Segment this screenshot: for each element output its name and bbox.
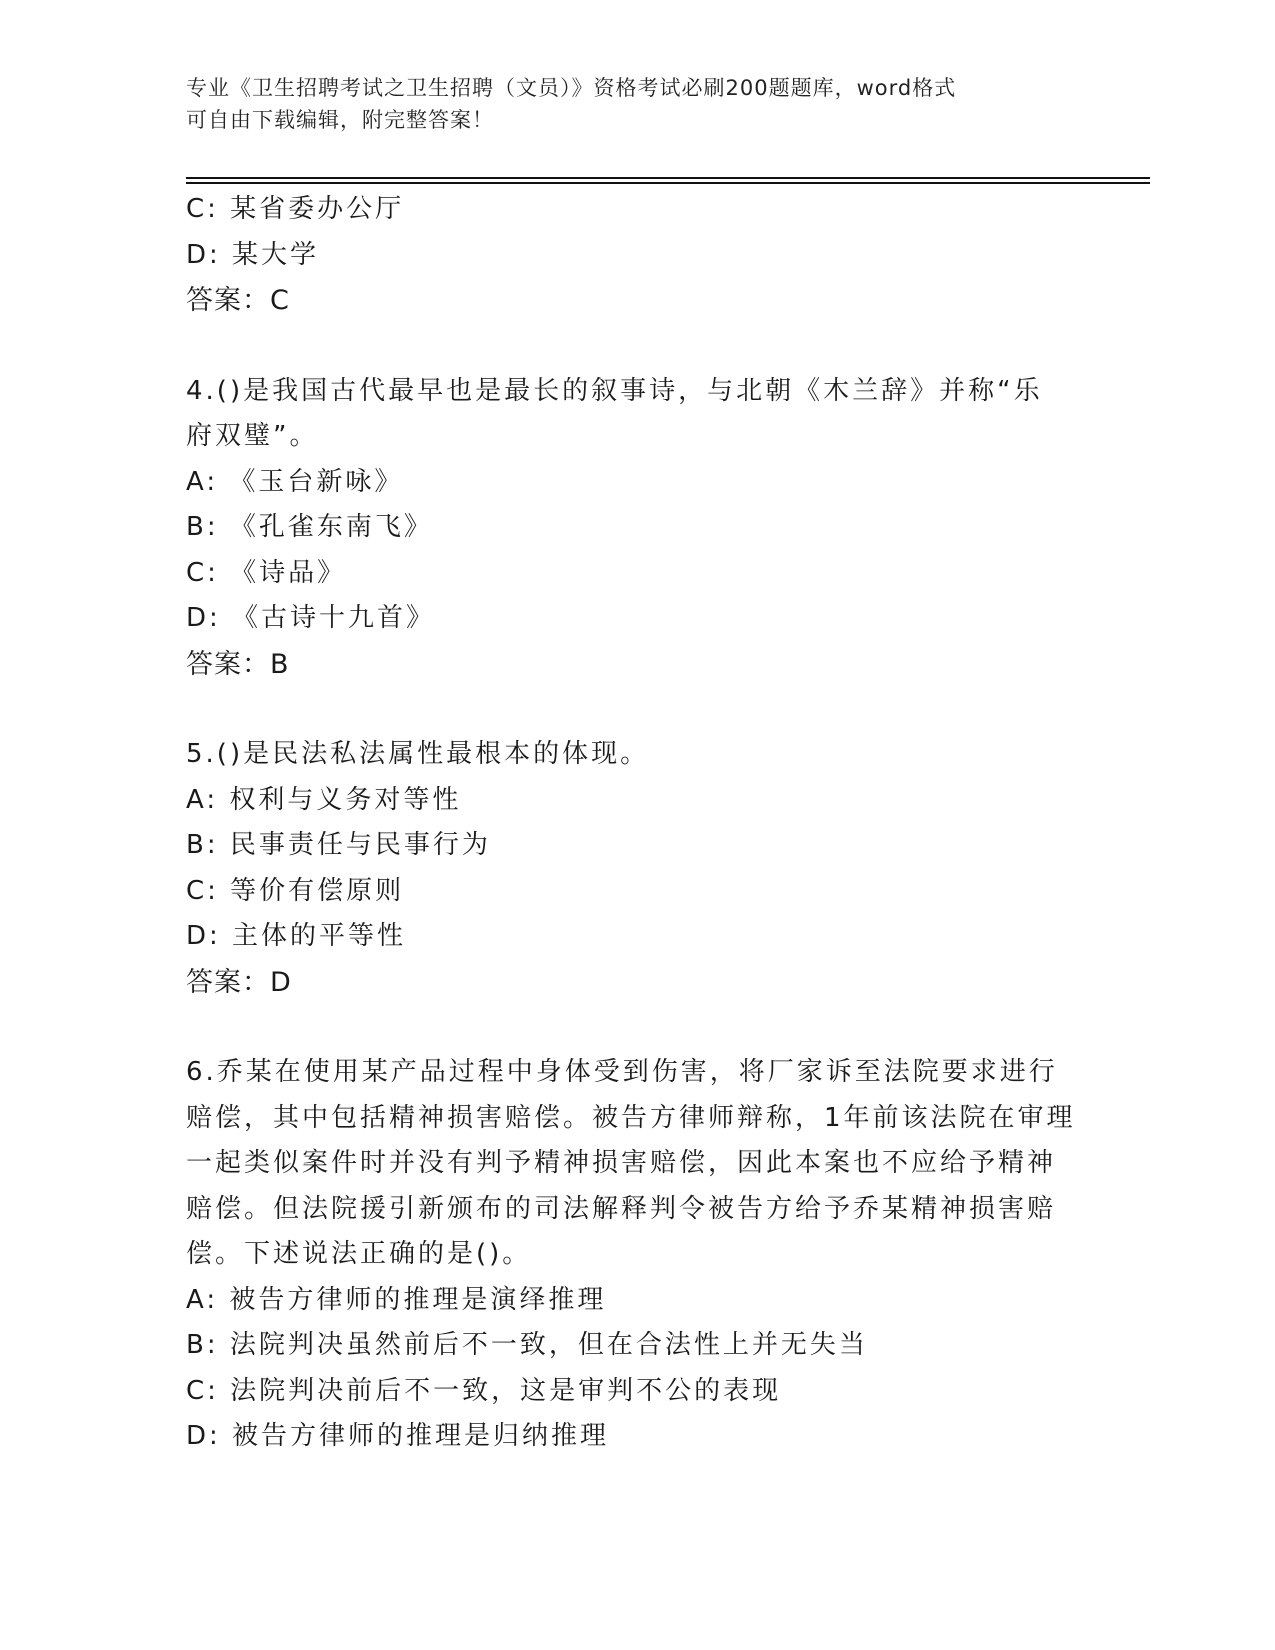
header-line-1: 专业《卫生招聘考试之卫生招聘（文员）》资格考试必刷200题题库，word格式 [186,76,957,100]
option-b: B: 民事责任与民事行为 [186,830,491,860]
question-text-line: 6.乔某在使用某产品过程中身体受到伤害，将厂家诉至法院要求进行 [186,1057,1058,1087]
answer-line: 答案：B [186,648,290,680]
question-4 [186,369,1086,688]
question-text-line: 府双璧”。 [186,421,319,451]
option-b: B: 法院判决虽然前后不一致，但在合法性上并无失当 [186,1330,868,1360]
option-a: A: 被告方律师的推理是演绎推理 [186,1284,607,1315]
option-c: C: 法院判决前后不一致，这是审判不公的表现 [186,1375,782,1406]
answer-line: 答案：D [186,966,292,998]
spacer [186,1005,1086,1050]
option-c: C: 《诗品》 [186,557,347,588]
question-text-line: 4.()是我国古代最早也是最长的叙事诗，与北朝《木兰辞》并称“乐 [186,375,1043,406]
option-d: D: 某大学 [186,239,320,270]
header-rule-top [186,177,1150,179]
header-rule-bottom [186,182,1150,184]
answer-line: 答案：C [186,285,290,316]
question-3 [186,187,1086,324]
option-d: D: 被告方律师的推理是归纳推理 [186,1421,610,1451]
question-5 [186,732,1086,1005]
question-text-line: 赔偿，其中包括精神损害赔偿。被告方律师辩称，1年前该法院在审理 [186,1102,1076,1133]
question-text-line: 赔偿。但法院援引新颁布的司法解释判令被告方给予乔某精神损害赔 [186,1193,1057,1224]
question-text-line: 一起类似案件时并没有判予精神损害赔偿，因此本案也不应给予精神 [186,1148,1057,1178]
option-a: A: 权利与义务对等性 [186,784,462,815]
spacer [186,687,1086,732]
option-d: D: 《古诗十九首》 [186,603,436,633]
option-c: C: 等价有偿原则 [186,875,405,906]
option-d: D: 主体的平等性 [186,921,407,951]
option-b: B: 《孔雀东南飞》 [186,512,433,542]
question-text-line: 偿。下述说法正确的是()。 [186,1239,532,1269]
question-list [186,187,1086,1460]
spacer [186,324,1086,369]
option-c: C: 某省委办公厅 [186,194,405,224]
option-a: A: 《玉台新咏》 [186,466,404,497]
header-line-2: 可自由下载编辑，附完整答案！ [186,108,494,132]
question-text-line: 5.()是民法私法属性最根本的体现。 [186,739,650,769]
document-header [186,72,1066,136]
question-6 [186,1050,1086,1460]
